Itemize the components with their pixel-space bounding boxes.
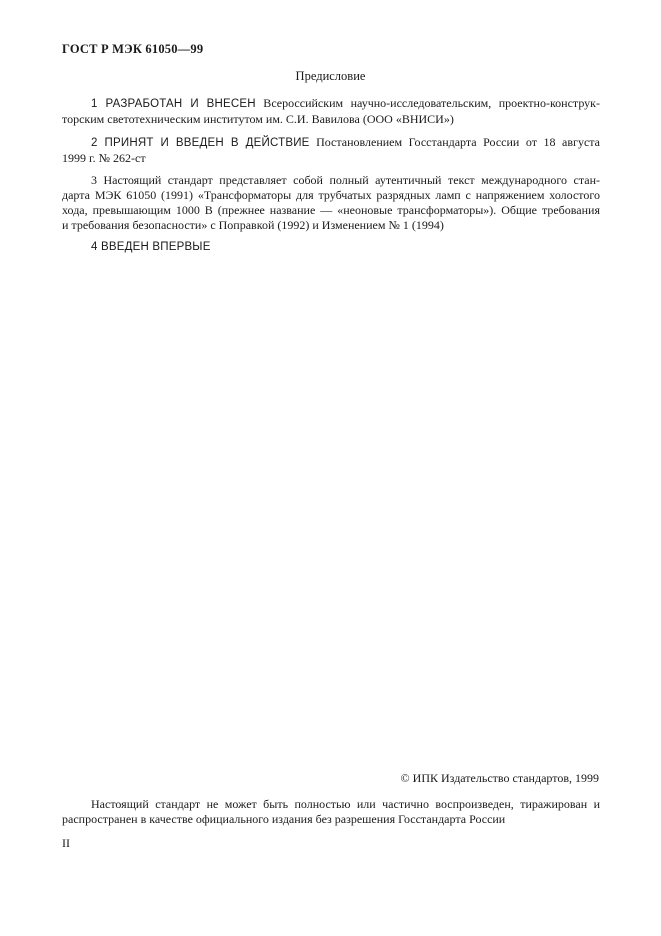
preface-item-1-line-1: [62, 96, 600, 112]
preface-item-2-line-1: [62, 135, 600, 151]
preface-item-3-line-4: и требования безопасности» с Поправкой (1992) и Изменением № 1 (1994): [62, 218, 444, 232]
preface-item-4-caps: 4 ВВЕДЕН ВПЕРВЫЕ: [91, 241, 211, 253]
preface-item-3-line-2: дарта МЭК 61050 (1991) «Трансформаторы для трубчатых разрядных ламп с напряжением холостого: [62, 188, 600, 202]
preface-item-2-caps: 2 ПРИНЯТ И ВВЕДЕН В ДЕЙСТВИЕ: [91, 137, 310, 149]
preface-item-1: [62, 96, 600, 127]
preface-item-1-caps: 1 РАЗРАБОТАН И ВНЕСЕН: [91, 98, 256, 110]
preface-item-2-line-2: 1999 г. № 262-ст: [62, 151, 146, 165]
preface-item-3: [62, 173, 600, 233]
preface-item-4-line-1: [62, 239, 600, 255]
page-number: II: [62, 836, 70, 850]
copyright-notice: © ИПК Издательство стандартов, 1999: [400, 771, 599, 785]
preface-item-4: [62, 239, 600, 255]
preface-item-2: [62, 135, 600, 166]
preface-title: Предисловие: [295, 69, 366, 83]
reproduction-notice-line-2: распространен в качестве официального издания без разрешения Госстандарта России: [62, 812, 506, 826]
preface-item-1-text: Всероссийским научно-исследовательским, проектно-конструк-: [255, 96, 600, 110]
standard-code-header: ГОСТ Р МЭК 61050—99: [62, 42, 204, 56]
preface-item-3-line-1: 3 Настоящий стандарт представляет собой полный аутентичный текст международного стан-: [91, 173, 600, 187]
preface-item-2-text: Постановлением Госстандарта России от 18 августа: [309, 135, 600, 149]
reproduction-notice-line-1: Настоящий стандарт не может быть полностью или частично воспроизведен, тиражирован и: [91, 797, 600, 811]
preface-item-1-line-2: торским светотехническим институтом им. С.И. Вавилова (ООО «ВНИСИ»): [62, 112, 454, 126]
preface-item-3-line-3: хода, превышающим 1000 В (прежнее название — «неоновые трансформаторы»). Общие требования: [62, 203, 600, 217]
reproduction-notice: [62, 797, 600, 827]
